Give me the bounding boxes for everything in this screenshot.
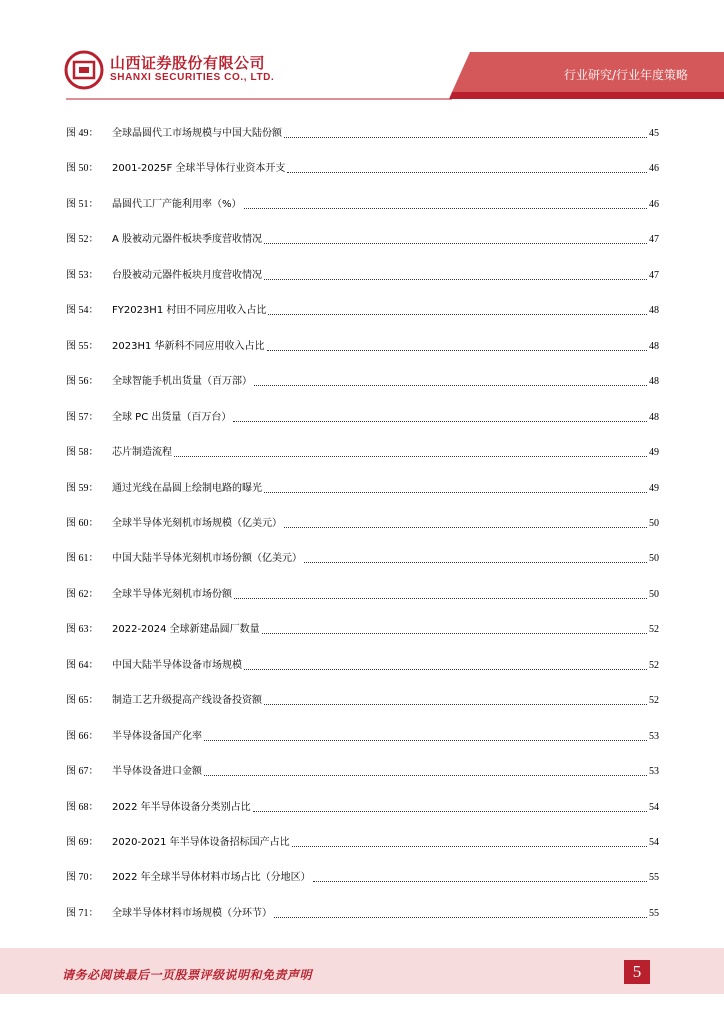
toc-page-number: 52 <box>649 659 659 671</box>
toc-figure-label: 图 65： <box>66 695 99 707</box>
toc-figure-label: 图 51： <box>66 198 99 210</box>
toc-figure-title: 2022 年半导体设备分类别占比 <box>112 801 251 813</box>
toc-row[interactable] <box>66 652 659 672</box>
toc-figure-label: 图 61： <box>66 553 99 565</box>
toc-figure-title: 全球半导体光刻机市场规模（亿美元） <box>112 517 282 529</box>
toc-figure-label: 图 58： <box>66 447 99 459</box>
toc-page-number: 52 <box>649 695 659 707</box>
toc-row[interactable] <box>66 226 659 246</box>
toc-figure-title: 全球晶圆代工市场规模与中国大陆份额 <box>112 128 282 139</box>
toc-row[interactable] <box>66 864 659 884</box>
toc-row[interactable] <box>66 900 659 920</box>
toc-figure-label: 图 59： <box>66 482 99 494</box>
toc-row[interactable] <box>66 191 659 211</box>
toc-page-number: 54 <box>649 801 659 813</box>
toc-figure-label: 图 68： <box>66 801 99 813</box>
toc-row[interactable] <box>66 120 659 140</box>
toc-row[interactable] <box>66 723 659 743</box>
toc-page-number: 48 <box>649 340 659 352</box>
toc-leader-dots <box>244 207 647 209</box>
toc-page-number: 48 <box>649 376 659 388</box>
toc-page-number: 45 <box>649 128 659 139</box>
toc-page-number: 47 <box>649 269 659 281</box>
toc-figure-label: 图 49： <box>66 128 99 139</box>
toc-row[interactable] <box>66 581 659 601</box>
toc-page-number: 55 <box>649 907 659 919</box>
toc-figure-title: 半导体设备进口金额 <box>112 766 202 778</box>
toc-figure-label: 图 66： <box>66 730 99 742</box>
toc-leader-dots <box>274 916 647 918</box>
toc-page-number: 50 <box>649 517 659 529</box>
toc-figure-label: 图 53： <box>66 269 99 281</box>
toc-page-number: 48 <box>649 411 659 423</box>
toc-leader-dots <box>234 597 647 599</box>
toc-page-number: 54 <box>649 837 659 848</box>
toc-leader-dots <box>262 632 647 634</box>
toc-figure-title: 全球 PC 出货量（百万台） <box>112 411 232 423</box>
toc-leader-dots <box>268 313 647 315</box>
toc-figure-title: FY2023H1 村田不同应用收入占比 <box>112 305 267 317</box>
page-number: 5 <box>624 960 650 984</box>
toc-row[interactable] <box>66 794 659 814</box>
toc-leader-dots <box>287 171 647 173</box>
toc-figure-title: 中国大陆半导体设备市场规模 <box>112 659 242 671</box>
toc-figure-title: 全球半导体材料市场规模（分环节） <box>112 907 272 919</box>
toc-row[interactable] <box>66 439 659 459</box>
toc-figure-title: 2023H1 华新科不同应用收入占比 <box>112 340 265 352</box>
toc-leader-dots <box>304 561 647 563</box>
toc-page-number: 46 <box>649 163 659 175</box>
toc-leader-dots <box>233 420 647 422</box>
toc-figure-label: 图 64： <box>66 659 99 671</box>
toc-leader-dots <box>313 880 647 882</box>
company-name-en: SHANXI SECURITIES CO., LTD. <box>110 72 275 83</box>
toc-leader-dots <box>204 739 647 741</box>
toc-row[interactable] <box>66 297 659 317</box>
toc-figure-label: 图 55： <box>66 340 99 352</box>
toc-figure-label: 图 67： <box>66 766 99 778</box>
toc-figure-label: 图 50： <box>66 163 99 175</box>
toc-page-number: 49 <box>649 447 659 459</box>
toc-figure-title: 中国大陆半导体光刻机市场份额（亿美元） <box>112 553 302 565</box>
report-type: 行业研究/行业年度策略 <box>563 68 688 82</box>
toc-figure-label: 图 57： <box>66 411 99 423</box>
toc-leader-dots <box>204 774 647 776</box>
page-footer <box>0 948 724 994</box>
toc-row[interactable] <box>66 829 659 849</box>
toc-leader-dots <box>264 491 647 493</box>
toc-figure-title: 2022-2024 全球新建晶圆厂数量 <box>112 624 260 636</box>
toc-figure-title: 半导体设备国产化率 <box>112 730 202 742</box>
toc-figure-title: 芯片制造流程 <box>112 447 172 459</box>
toc-figure-label: 图 52： <box>66 234 99 246</box>
toc-page-number: 49 <box>649 482 659 494</box>
company-logo-icon <box>64 50 104 90</box>
toc-page-number: 52 <box>649 624 659 636</box>
disclaimer-text: 请务必阅读最后一页股票评级说明和免责声明 <box>62 968 313 982</box>
toc-page-number: 50 <box>649 553 659 565</box>
toc-figure-title: 全球智能手机出货量（百万部） <box>112 376 252 388</box>
toc-figure-title: 2022 年全球半导体材料市场占比（分地区） <box>112 872 311 884</box>
toc-leader-dots <box>267 349 647 351</box>
toc-figure-title: 2020-2021 年半导体设备招标国产占比 <box>112 837 290 848</box>
company-name-cn: 山西证券股份有限公司 <box>110 54 266 72</box>
toc-leader-dots <box>284 136 647 138</box>
toc-figure-title: 制造工艺升级提高产线设备投资额 <box>112 695 262 707</box>
toc-page-number: 55 <box>649 872 659 884</box>
toc-row[interactable] <box>66 475 659 495</box>
toc-row[interactable] <box>66 368 659 388</box>
toc-leader-dots <box>264 703 647 705</box>
toc-page-number: 53 <box>649 766 659 778</box>
toc-row[interactable] <box>66 758 659 778</box>
header-band <box>0 0 724 110</box>
toc-figure-title: A 股被动元器件板块季度营收情况 <box>112 234 263 246</box>
toc-figure-title: 全球半导体光刻机市场份额 <box>112 588 232 600</box>
toc-row[interactable] <box>66 262 659 282</box>
toc-row[interactable] <box>66 616 659 636</box>
toc-row[interactable] <box>66 333 659 353</box>
toc-leader-dots <box>264 278 647 280</box>
toc-figure-label: 图 54： <box>66 305 99 317</box>
toc-figure-label: 图 63： <box>66 624 99 636</box>
toc-leader-dots <box>174 455 647 457</box>
toc-figure-label: 图 70： <box>66 872 99 884</box>
toc-leader-dots <box>253 810 647 812</box>
toc-figure-label: 图 62： <box>66 588 99 600</box>
toc-figure-title: 台股被动元器件板块月度营收情况 <box>112 269 262 281</box>
toc-figure-label: 图 60： <box>66 517 99 529</box>
toc-figure-label: 图 71： <box>66 907 99 919</box>
toc-row[interactable] <box>66 155 659 175</box>
toc-figure-label: 图 56： <box>66 376 99 388</box>
toc-row[interactable] <box>66 545 659 565</box>
toc-page-number: 53 <box>649 730 659 742</box>
toc-row[interactable] <box>66 510 659 530</box>
toc-page-number: 46 <box>649 198 659 210</box>
toc-row[interactable] <box>66 687 659 707</box>
toc-figure-label: 图 69： <box>66 837 99 848</box>
toc-figure-title: 2001-2025F 全球半导体行业资本开支 <box>112 163 286 175</box>
toc-figure-title: 通过光线在晶圆上绘制电路的曝光 <box>112 482 262 494</box>
toc-leader-dots <box>254 384 647 386</box>
toc-leader-dots <box>284 526 647 528</box>
toc-leader-dots <box>264 242 647 244</box>
toc-page-number: 47 <box>649 234 659 246</box>
toc-leader-dots <box>292 845 647 847</box>
toc-row[interactable] <box>66 404 659 424</box>
toc-figure-title: 晶圆代工厂产能利用率（%） <box>112 198 242 210</box>
page-header <box>0 0 724 110</box>
toc-page-number: 50 <box>649 588 659 600</box>
toc-page-number: 48 <box>649 305 659 317</box>
toc-leader-dots <box>244 668 647 670</box>
